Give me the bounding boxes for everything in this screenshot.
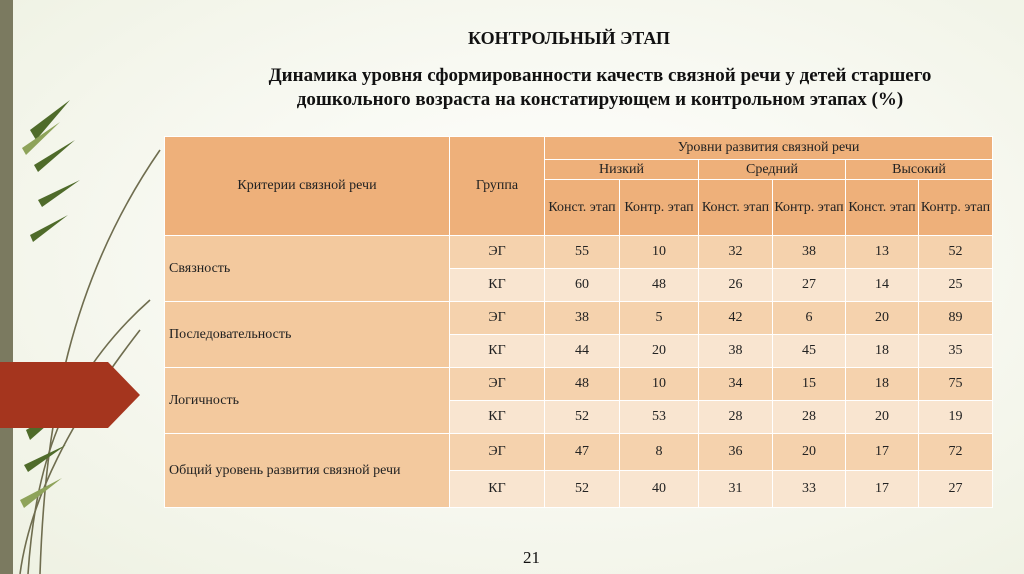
value-cell: 45 <box>773 335 846 368</box>
value-cell: 47 <box>545 434 620 471</box>
stage-header: Контр. этап <box>620 180 699 236</box>
stage-header: Контр. этап <box>919 180 993 236</box>
value-cell: 10 <box>620 236 699 269</box>
results-table <box>164 136 993 508</box>
level-header: Низкий <box>545 160 699 180</box>
levels-header: Уровни развития связной речи <box>545 137 993 160</box>
value-cell: 14 <box>846 269 919 302</box>
value-cell: 28 <box>699 401 773 434</box>
group-cell: ЭГ <box>450 236 545 269</box>
stage-header: Конст. этап <box>699 180 773 236</box>
value-cell: 48 <box>620 269 699 302</box>
value-cell: 52 <box>545 471 620 508</box>
value-cell: 75 <box>919 368 993 401</box>
slide-subtitle: Динамика уровня сформированности качеств связной речи у детей старшего дошкольного возраста на констатирующем и контрольном этапах (%) <box>268 65 932 110</box>
value-cell: 19 <box>919 401 993 434</box>
value-cell: 32 <box>699 236 773 269</box>
value-cell: 34 <box>699 368 773 401</box>
value-cell: 33 <box>773 471 846 508</box>
value-cell: 25 <box>919 269 993 302</box>
table-row <box>165 368 993 401</box>
value-cell: 52 <box>919 236 993 269</box>
group-cell: КГ <box>450 335 545 368</box>
value-cell: 72 <box>919 434 993 471</box>
table-row <box>165 236 993 269</box>
value-cell: 60 <box>545 269 620 302</box>
table-row <box>165 434 993 471</box>
group-cell: КГ <box>450 471 545 508</box>
value-cell: 15 <box>773 368 846 401</box>
criteria-header: Критерии связной речи <box>165 137 450 236</box>
group-cell: ЭГ <box>450 434 545 471</box>
value-cell: 89 <box>919 302 993 335</box>
value-cell: 20 <box>846 302 919 335</box>
value-cell: 31 <box>699 471 773 508</box>
value-cell: 48 <box>545 368 620 401</box>
value-cell: 13 <box>846 236 919 269</box>
value-cell: 18 <box>846 335 919 368</box>
value-cell: 55 <box>545 236 620 269</box>
value-cell: 17 <box>846 434 919 471</box>
value-cell: 20 <box>773 434 846 471</box>
value-cell: 28 <box>773 401 846 434</box>
value-cell: 6 <box>773 302 846 335</box>
value-cell: 27 <box>919 471 993 508</box>
page-number: 21 <box>523 548 540 567</box>
value-cell: 26 <box>699 269 773 302</box>
value-cell: 38 <box>773 236 846 269</box>
value-cell: 20 <box>620 335 699 368</box>
group-header: Группа <box>450 137 545 236</box>
value-cell: 38 <box>545 302 620 335</box>
group-cell: ЭГ <box>450 302 545 335</box>
value-cell: 36 <box>699 434 773 471</box>
level-header: Высокий <box>846 160 993 180</box>
group-cell: КГ <box>450 269 545 302</box>
criterion-name: Связность <box>165 236 450 302</box>
value-cell: 35 <box>919 335 993 368</box>
value-cell: 44 <box>545 335 620 368</box>
value-cell: 20 <box>846 401 919 434</box>
stage-header: Контр. этап <box>773 180 846 236</box>
criterion-name: Общий уровень развития связной речи <box>165 434 450 508</box>
stage-header: Конст. этап <box>846 180 919 236</box>
value-cell: 10 <box>620 368 699 401</box>
value-cell: 17 <box>846 471 919 508</box>
value-cell: 40 <box>620 471 699 508</box>
value-cell: 38 <box>699 335 773 368</box>
group-cell: КГ <box>450 401 545 434</box>
group-cell: ЭГ <box>450 368 545 401</box>
value-cell: 42 <box>699 302 773 335</box>
stage-header: Конст. этап <box>545 180 620 236</box>
value-cell: 8 <box>620 434 699 471</box>
criterion-name: Последовательность <box>165 302 450 368</box>
slide-title: КОНТРОЛЬНЫЙ ЭТАП <box>468 28 670 48</box>
value-cell: 52 <box>545 401 620 434</box>
value-cell: 27 <box>773 269 846 302</box>
criterion-name: Логичность <box>165 368 450 434</box>
value-cell: 53 <box>620 401 699 434</box>
value-cell: 5 <box>620 302 699 335</box>
value-cell: 18 <box>846 368 919 401</box>
table-row <box>165 302 993 335</box>
level-header: Средний <box>699 160 846 180</box>
red-arrow-tab <box>0 362 140 428</box>
